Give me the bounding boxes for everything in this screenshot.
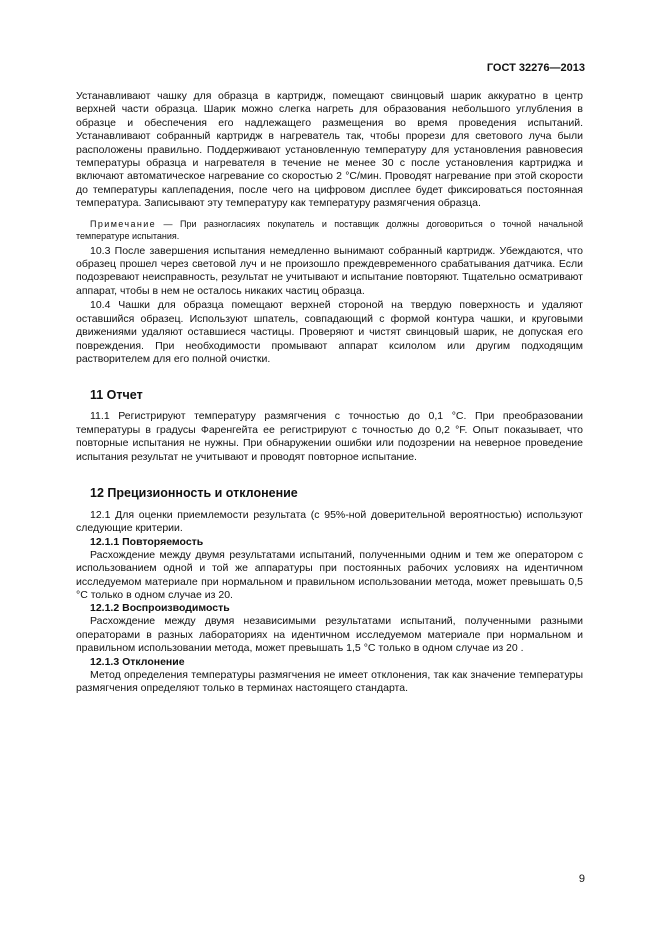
paragraph-12-1-1: Расхождение между двумя результатами испытаний, полученными одним и тем же оператором с использованием одной и той же аппаратуры при постоянных рабочих условиях на идентичном исследуемом материале при нормальном и правильном использовании метода, может превышать 0,5 °С только в одном случае из 20.: [76, 548, 583, 601]
paragraph-intro: Устанавливают чашку для образца в картридж, помещают свинцовый шарик аккуратно в центр верхней части образца. Шарик можно слегка нагреть для образования небольшого углубления в образце и обеспечения его надлежащего размещения во время проведения испытаний. Устанавливают собранный картридж в нагреватель так, чтобы прорези для светового луча были расположены правильно. Поддерживают установленную температуру для установления равновесия температуры образца и нагревателя в течение не менее 30 с после установления картриджа и включают автоматическое нагревание со скоростью 2 °С/мин. Проводят нагревание при этой скорости до температуры каплепадения, после чего на цифровом дисплее будет фиксироваться постоянная температура. Записывают эту температуру как температуру размягчения образца.: [76, 90, 583, 210]
subsection-heading-12-1-3: 12.1.3 Отклонение: [90, 655, 185, 668]
page-number: 9: [578, 873, 585, 885]
subsection-heading-12-1-2: 12.1.2 Воспроизводимость: [90, 602, 230, 615]
subsection-heading-12-1-1: 12.1.1 Повторяемость: [90, 535, 204, 548]
paragraph-12-1: 12.1 Для оценки приемлемости результата (с 95%-ной доверительной вероятностью) используют следующие критерии.: [76, 508, 583, 535]
paragraph-10-4: 10.4 Чашки для образца помещают верхней стороной на твердую поверхность и удаляют оставшийся образец. Используют шпатель, совпадающий с формой контура чашки, и круговыми движениями удаляют оставшиеся частицы. Проверяют и чистят свинцовый шарик, не допуская его повреждения. При необходимости промывают аппарат ксилолом или другим подходящим растворителем для его полной очистки.: [76, 299, 583, 365]
document-header: ГОСТ 32276—2013: [486, 62, 585, 74]
note: [76, 218, 583, 242]
paragraph-11-1: 11.1 Регистрируют температуру размягчения с точностью до 0,1 °С. При преобразовании температуры в градусы Фаренгейта ее регистрируют с точностью до 0,2 °F. Опыт показывает, что повторные испытания не нужны. При обнаружении ошибки или подозрении на неверное проведение испытания результат не учитывают и проводят повторное испытание.: [76, 410, 583, 463]
note-label: Примечание: [90, 218, 157, 229]
section-heading-12: 12 Прецизионность и отклонение: [90, 485, 298, 500]
paragraph-10-3: 10.3 После завершения испытания немедленно вынимают собранный картридж. Убеждаются, что образец прошел через световой луч и не произошло преждевременного срабатывания датчика. Если подозревают неисправность, результат не учитывают и испытание повторяют. Тщательно осматривают аппарат, чтобы в нем не осталось никаких частиц образца.: [76, 244, 583, 297]
paragraph-12-1-2: Расхождение между двумя независимыми результатами испытаний, полученными разными операторами в разных лабораториях на идентичном исследуемом материале при нормальном и правильном использовании метода, может превышать 1,5 °С только в одном случае из 20 .: [76, 615, 583, 655]
document-body: [76, 90, 583, 695]
paragraph-12-1-3: Метод определения температуры размягчения не имеет отклонения, так как значение температуры размягчения определяют только в терминах настоящего стандарта.: [76, 668, 583, 694]
section-heading-11: 11 Отчет: [90, 388, 143, 403]
note-text: — При разногласиях покупатель и поставщик должны договориться о точной начальной температуре испытания.: [76, 218, 583, 241]
